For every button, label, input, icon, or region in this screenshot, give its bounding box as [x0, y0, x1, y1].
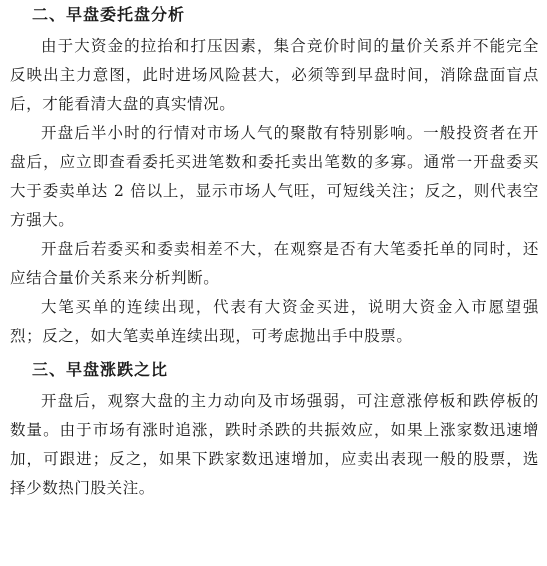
- section-heading-advance-decline-ratio: 三、早盘涨跌之比: [32, 360, 169, 379]
- paragraph: 开盘后半小时的行情对市场人气的聚散有特别影响。一般投资者在开盘后，应立即查看委托买进笔数和委托卖出笔数的多寡。通常一开盘委买大于委卖单达 2 倍以上，显示市场人气旺，可短线关注；反之，则代表空方强大。: [10, 124, 539, 229]
- paragraph: 由于大资金的拉抬和打压因素，集合竞价时间的量价关系并不能完全反映出主力意图，此时进场风险甚大，必须等到早盘时间，消除盘面盲点后，才能看清大盘的真实情况。: [10, 37, 539, 113]
- paragraph: 大笔买单的连续出现，代表有大资金买进，说明大资金入市愿望强烈；反之，如大笔卖单连续出现，可考虑抛出手中股票。: [10, 298, 539, 345]
- paragraph: 开盘后若委买和委卖相差不大，在观察是否有大笔委托单的同时，还应结合量价关系来分析判断。: [10, 240, 539, 287]
- paragraph: 开盘后，观察大盘的主力动向及市场强弱，可注意涨停板和跌停板的数量。由于市场有涨时追涨，跌时杀跌的共振效应，如果上涨家数迅速增加，可跟进；反之，如果下跌家数迅速增加，应卖出表现一般的股票，选择少数热门股关注。: [10, 392, 539, 497]
- section-heading-order-analysis: 二、早盘委托盘分析: [32, 5, 186, 24]
